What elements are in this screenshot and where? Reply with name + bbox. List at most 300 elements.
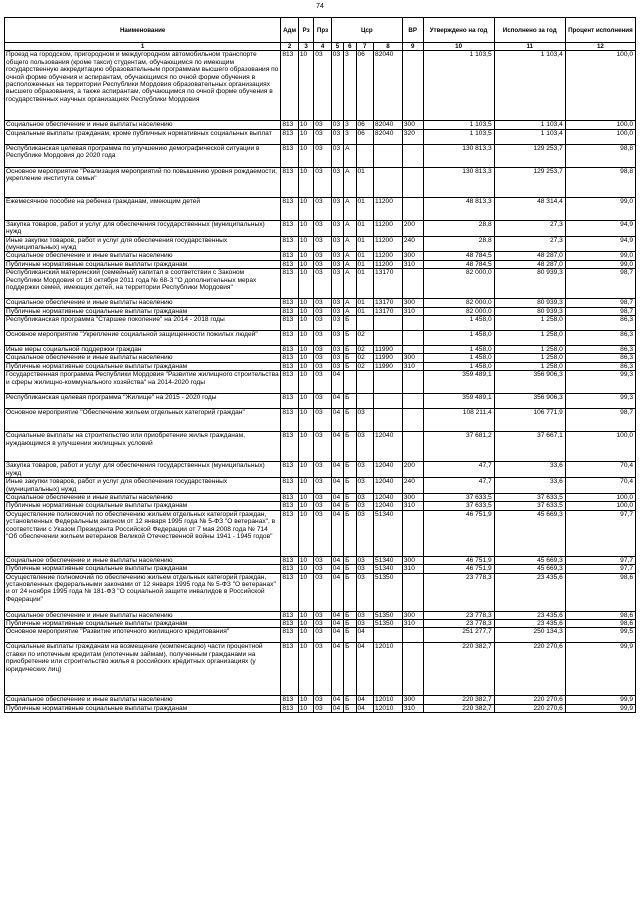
row-csr-program: 04 — [331, 409, 343, 432]
row-name: Социальное обеспечение и иные выплаты населению — [5, 299, 281, 307]
row-rz: 10 — [298, 144, 313, 167]
row-approved: 28,8 — [423, 220, 494, 236]
row-name: Осуществление полномочий по обеспечению жильем отдельных категорий граждан, установленных федеральными законами от 12 января 1995 года № 5-ФЗ "О ветеранах" и от 24 ноября 1995 года № 181-ФЗ "О социальной защите инвалидов в Российской Федерации" — [5, 573, 281, 611]
row-rz: 10 — [298, 643, 313, 696]
row-csr-program: 03 — [331, 354, 343, 362]
row-approved: 47,7 — [423, 478, 494, 494]
row-name: Закупка товаров, работ и услуг для обеспечения государственных (муниципальных) нужд — [5, 220, 281, 236]
row-vr — [402, 409, 423, 432]
row-prz: 03 — [314, 502, 332, 510]
col-number: 10 — [423, 43, 494, 51]
row-rz: 10 — [298, 197, 313, 220]
row-vr — [402, 316, 423, 331]
row-csr-direction: 11990 — [374, 346, 403, 354]
row-vr: 300 — [402, 493, 423, 501]
row-csr-program: 03 — [331, 346, 343, 354]
row-vr — [402, 197, 423, 220]
row-name: Социальное обеспечение и иные выплаты населению — [5, 354, 281, 362]
row-percent: 100,0 — [565, 432, 635, 462]
row-executed: 48 287,0 — [494, 260, 565, 268]
row-rz: 10 — [298, 573, 313, 611]
row-name: Социальные выплаты гражданам, кроме публичных нормативных социальных выплат — [5, 129, 281, 144]
row-name: Основное мероприятие "Обеспечение жильем отдельных категорий граждан" — [5, 409, 281, 432]
row-approved: 48 784,5 — [423, 260, 494, 268]
row-percent: 100,0 — [565, 129, 635, 144]
row-approved: 37 633,5 — [423, 502, 494, 510]
row-adm: 813 — [281, 611, 299, 619]
row-csr-event: 01 — [356, 220, 374, 236]
row-percent: 99,5 — [565, 628, 635, 643]
row-approved: 23 778,3 — [423, 611, 494, 619]
row-csr-direction — [374, 371, 403, 394]
row-approved: 48 784,5 — [423, 252, 494, 260]
row-name: Ежемесячное пособие на ребенка гражданам, имеющим детей — [5, 197, 281, 220]
row-vr: 320 — [402, 129, 423, 144]
row-vr: 310 — [402, 565, 423, 573]
row-adm: 813 — [281, 307, 299, 315]
budget-table — [4, 17, 636, 713]
row-executed: 220 270,6 — [494, 696, 565, 704]
row-csr-event: 03 — [356, 478, 374, 494]
row-approved: 28,8 — [423, 236, 494, 252]
row-executed: 37 667,1 — [494, 432, 565, 462]
row-adm: 813 — [281, 167, 299, 197]
col-number: 4 — [314, 43, 332, 51]
row-csr-program: 04 — [331, 371, 343, 394]
row-name: Социальное обеспечение и иные выплаты населению — [5, 696, 281, 704]
row-csr-subprogram: Б — [344, 696, 356, 704]
row-csr-event: 03 — [356, 409, 374, 432]
row-percent: 99,0 — [565, 252, 635, 260]
row-csr-subprogram — [344, 371, 356, 394]
row-vr: 200 — [402, 220, 423, 236]
row-vr: 310 — [402, 502, 423, 510]
table-row — [5, 696, 636, 704]
row-csr-program: 03 — [331, 129, 343, 144]
row-executed: 45 669,3 — [494, 556, 565, 564]
table-row — [5, 565, 636, 573]
header-rz: Рз — [298, 18, 313, 43]
row-csr-direction: 12010 — [374, 643, 403, 696]
row-name: Социальное обеспечение и иные выплаты населению — [5, 252, 281, 260]
row-csr-program: 03 — [331, 252, 343, 260]
row-name: Публичные нормативные социальные выплаты гражданам — [5, 565, 281, 573]
row-csr-subprogram: Б — [344, 354, 356, 362]
row-prz: 03 — [314, 510, 332, 556]
row-vr — [402, 167, 423, 197]
row-csr-event: 06 — [356, 129, 374, 144]
row-percent: 98,7 — [565, 307, 635, 315]
row-approved: 82 000,0 — [423, 307, 494, 315]
row-csr-direction: 11200 — [374, 197, 403, 220]
row-csr-program: 04 — [331, 628, 343, 643]
row-approved: 220 382,7 — [423, 704, 494, 712]
row-adm: 813 — [281, 510, 299, 556]
row-adm: 813 — [281, 236, 299, 252]
row-csr-event: 06 — [356, 121, 374, 129]
row-percent: 86,3 — [565, 316, 635, 331]
row-rz: 10 — [298, 236, 313, 252]
row-approved: 1 103,5 — [423, 129, 494, 144]
table-row — [5, 236, 636, 252]
table-body — [5, 51, 636, 713]
row-csr-event: 03 — [356, 493, 374, 501]
table-row — [5, 362, 636, 370]
row-adm: 813 — [281, 129, 299, 144]
row-vr — [402, 394, 423, 409]
row-csr-event: 01 — [356, 252, 374, 260]
row-vr — [402, 573, 423, 611]
row-csr-subprogram: А — [344, 197, 356, 220]
row-executed: 48 314,4 — [494, 197, 565, 220]
row-csr-event: 01 — [356, 307, 374, 315]
row-prz: 03 — [314, 252, 332, 260]
row-executed: 27,3 — [494, 220, 565, 236]
row-csr-program: 03 — [331, 362, 343, 370]
row-csr-direction — [374, 331, 403, 346]
row-executed: 23 435,6 — [494, 611, 565, 619]
row-rz: 10 — [298, 167, 313, 197]
row-csr-program: 03 — [331, 236, 343, 252]
row-csr-direction: 12040 — [374, 478, 403, 494]
header-name: Наименование — [5, 18, 281, 43]
row-csr-program: 03 — [331, 260, 343, 268]
row-prz: 03 — [314, 409, 332, 432]
row-csr-subprogram: 3 — [344, 51, 356, 121]
row-approved: 220 382,7 — [423, 643, 494, 696]
row-prz: 03 — [314, 628, 332, 643]
row-prz: 03 — [314, 643, 332, 696]
row-csr-program: 03 — [331, 197, 343, 220]
row-percent: 100,0 — [565, 121, 635, 129]
row-csr-direction: 11990 — [374, 354, 403, 362]
row-executed: 1 103,4 — [494, 121, 565, 129]
row-csr-program: 03 — [331, 269, 343, 299]
column-number-row — [5, 43, 636, 51]
row-adm: 813 — [281, 51, 299, 121]
row-csr-event: 01 — [356, 299, 374, 307]
row-vr: 300 — [402, 696, 423, 704]
row-approved: 251 277,7 — [423, 628, 494, 643]
row-name: Социальное обеспечение и иные выплаты населению — [5, 611, 281, 619]
row-percent: 98,8 — [565, 144, 635, 167]
row-name: Публичные нормативные социальные выплаты гражданам — [5, 704, 281, 712]
row-executed: 129 253,7 — [494, 167, 565, 197]
header-vr: ВР — [402, 18, 423, 43]
row-percent: 94,9 — [565, 236, 635, 252]
table-row — [5, 260, 636, 268]
header-adm: Адм — [281, 18, 299, 43]
row-name: Основное мероприятие "Развитие ипотечного жилищного кредитования" — [5, 628, 281, 643]
table-row — [5, 252, 636, 260]
row-percent: 98,6 — [565, 619, 635, 627]
row-csr-direction — [374, 144, 403, 167]
row-csr-event: 04 — [356, 696, 374, 704]
table-row — [5, 144, 636, 167]
row-rz: 10 — [298, 432, 313, 462]
row-csr-subprogram: Б — [344, 502, 356, 510]
row-prz: 03 — [314, 346, 332, 354]
row-adm: 813 — [281, 331, 299, 346]
row-percent: 97,7 — [565, 510, 635, 556]
row-csr-event: 02 — [356, 354, 374, 362]
row-percent: 86,3 — [565, 362, 635, 370]
row-vr: 300 — [402, 354, 423, 362]
table-row — [5, 121, 636, 129]
row-vr: 310 — [402, 704, 423, 712]
row-vr — [402, 432, 423, 462]
row-csr-direction: 11200 — [374, 252, 403, 260]
row-csr-event: 01 — [356, 236, 374, 252]
col-number: 5 — [331, 43, 343, 51]
row-approved: 359 489,1 — [423, 394, 494, 409]
row-name: Социальные выплаты гражданам на возмещение (компенсацию) части процентной ставки по ипотечным кредитам (ипотечным займам), полученным гражданами на приобретение или строительство жилья в российских кредитных организациях (у юридических лиц) — [5, 643, 281, 696]
row-rz: 10 — [298, 611, 313, 619]
row-adm: 813 — [281, 643, 299, 696]
row-prz: 03 — [314, 260, 332, 268]
row-csr-program: 04 — [331, 462, 343, 478]
table-row — [5, 409, 636, 432]
header-csr: Цср — [331, 18, 402, 43]
row-approved: 359 489,1 — [423, 371, 494, 394]
row-rz: 10 — [298, 478, 313, 494]
row-name: Республиканская программа "Старшее поколение" на 2014 - 2018 годы — [5, 316, 281, 331]
row-csr-subprogram: Б — [344, 478, 356, 494]
row-csr-direction: 12010 — [374, 704, 403, 712]
row-percent: 98,6 — [565, 573, 635, 611]
row-vr: 240 — [402, 478, 423, 494]
row-csr-subprogram: А — [344, 260, 356, 268]
row-prz: 03 — [314, 220, 332, 236]
row-prz: 03 — [314, 354, 332, 362]
table-row — [5, 462, 636, 478]
row-csr-program: 04 — [331, 478, 343, 494]
table-row — [5, 220, 636, 236]
table-row — [5, 619, 636, 627]
row-prz: 03 — [314, 573, 332, 611]
row-approved: 130 813,3 — [423, 144, 494, 167]
table-row — [5, 510, 636, 556]
row-vr: 200 — [402, 462, 423, 478]
row-vr — [402, 331, 423, 346]
row-approved: 82 000,0 — [423, 299, 494, 307]
row-csr-program: 04 — [331, 394, 343, 409]
row-adm: 813 — [281, 462, 299, 478]
row-percent: 98,7 — [565, 299, 635, 307]
row-vr: 300 — [402, 611, 423, 619]
row-adm: 813 — [281, 493, 299, 501]
row-percent: 99,3 — [565, 394, 635, 409]
row-percent: 98,7 — [565, 269, 635, 299]
row-adm: 813 — [281, 696, 299, 704]
row-csr-subprogram: Б — [344, 556, 356, 564]
table-row — [5, 346, 636, 354]
row-name: Публичные нормативные социальные выплаты гражданам — [5, 260, 281, 268]
row-csr-direction: 12040 — [374, 493, 403, 501]
row-approved: 48 813,3 — [423, 197, 494, 220]
row-name: Публичные нормативные социальные выплаты гражданам — [5, 619, 281, 627]
row-approved: 1 103,5 — [423, 51, 494, 121]
row-rz: 10 — [298, 269, 313, 299]
header-executed: Исполнено за год — [494, 18, 565, 43]
row-csr-program: 04 — [331, 704, 343, 712]
row-prz: 03 — [314, 236, 332, 252]
row-csr-subprogram: А — [344, 299, 356, 307]
row-csr-event: 03 — [356, 573, 374, 611]
col-number: 12 — [565, 43, 635, 51]
row-csr-direction — [374, 409, 403, 432]
row-csr-program: 04 — [331, 573, 343, 611]
row-percent: 70,4 — [565, 462, 635, 478]
row-adm: 813 — [281, 121, 299, 129]
row-rz: 10 — [298, 129, 313, 144]
row-csr-direction: 82040 — [374, 51, 403, 121]
page-number: 74 — [316, 3, 324, 10]
row-vr: 300 — [402, 252, 423, 260]
row-prz: 03 — [314, 307, 332, 315]
row-csr-subprogram: Б — [344, 611, 356, 619]
row-prz: 03 — [314, 129, 332, 144]
table-row — [5, 354, 636, 362]
row-approved: 108 211,4 — [423, 409, 494, 432]
row-executed: 33,6 — [494, 478, 565, 494]
row-csr-program: 04 — [331, 510, 343, 556]
table-row — [5, 432, 636, 462]
table-row — [5, 371, 636, 394]
row-csr-subprogram: Б — [344, 619, 356, 627]
row-csr-direction: 51350 — [374, 619, 403, 627]
row-percent: 99,0 — [565, 197, 635, 220]
row-csr-event: 01 — [356, 197, 374, 220]
row-prz: 03 — [314, 619, 332, 627]
row-vr: 300 — [402, 121, 423, 129]
row-csr-program: 03 — [331, 167, 343, 197]
table-row — [5, 628, 636, 643]
row-executed: 80 939,3 — [494, 307, 565, 315]
row-csr-direction: 12040 — [374, 502, 403, 510]
row-executed: 37 633,5 — [494, 493, 565, 501]
row-csr-event: 01 — [356, 167, 374, 197]
row-executed: 1 258,0 — [494, 346, 565, 354]
row-executed: 37 633,5 — [494, 502, 565, 510]
row-csr-subprogram: Б — [344, 362, 356, 370]
table-row — [5, 704, 636, 712]
row-name: Социальные выплаты на строительство или приобретение жилья гражданам, нуждающимся в улучшении жилищных условий — [5, 432, 281, 462]
row-vr: 300 — [402, 556, 423, 564]
row-vr — [402, 628, 423, 643]
row-percent: 98,8 — [565, 167, 635, 197]
row-prz: 03 — [314, 611, 332, 619]
row-adm: 813 — [281, 394, 299, 409]
row-executed: 1 258,0 — [494, 362, 565, 370]
table-row — [5, 197, 636, 220]
row-rz: 10 — [298, 252, 313, 260]
row-executed: 356 906,3 — [494, 394, 565, 409]
row-csr-subprogram: А — [344, 236, 356, 252]
row-csr-direction: 51340 — [374, 565, 403, 573]
col-number: 7 — [356, 43, 374, 51]
row-csr-subprogram: А — [344, 269, 356, 299]
row-percent: 99,9 — [565, 696, 635, 704]
row-name: Республиканская целевая программа "Жилище" на 2015 - 2020 годы — [5, 394, 281, 409]
table-row — [5, 493, 636, 501]
row-csr-event: 02 — [356, 346, 374, 354]
row-vr: 310 — [402, 260, 423, 268]
row-vr — [402, 51, 423, 121]
row-adm: 813 — [281, 628, 299, 643]
row-csr-direction: 13170 — [374, 299, 403, 307]
row-csr-direction: 11990 — [374, 362, 403, 370]
row-csr-subprogram: Б — [344, 394, 356, 409]
row-prz: 03 — [314, 299, 332, 307]
row-rz: 10 — [298, 220, 313, 236]
row-percent: 86,3 — [565, 331, 635, 346]
row-name: Основное мероприятие "Укрепление социальной защищенности пожилых людей" — [5, 331, 281, 346]
row-rz: 10 — [298, 704, 313, 712]
row-prz: 03 — [314, 493, 332, 501]
row-rz: 10 — [298, 628, 313, 643]
header-percent: Процент исполнения — [565, 18, 635, 43]
row-adm: 813 — [281, 316, 299, 331]
row-csr-event: 04 — [356, 704, 374, 712]
row-vr — [402, 510, 423, 556]
row-csr-direction: 12040 — [374, 432, 403, 462]
row-rz: 10 — [298, 493, 313, 501]
row-executed: 129 253,7 — [494, 144, 565, 167]
row-csr-program: 03 — [331, 51, 343, 121]
row-adm: 813 — [281, 556, 299, 564]
row-csr-program: 04 — [331, 643, 343, 696]
row-csr-program: 03 — [331, 299, 343, 307]
row-prz: 03 — [314, 462, 332, 478]
row-prz: 03 — [314, 121, 332, 129]
table-row — [5, 478, 636, 494]
row-rz: 10 — [298, 346, 313, 354]
row-csr-subprogram: 3 — [344, 121, 356, 129]
row-name: Социальное обеспечение и иные выплаты населению — [5, 121, 281, 129]
row-rz: 10 — [298, 409, 313, 432]
row-csr-direction — [374, 316, 403, 331]
table-row — [5, 611, 636, 619]
table-row — [5, 643, 636, 696]
row-executed: 23 435,6 — [494, 619, 565, 627]
row-approved: 46 751,9 — [423, 565, 494, 573]
row-csr-subprogram: Б — [344, 331, 356, 346]
col-number: 2 — [281, 43, 299, 51]
row-csr-direction: 82040 — [374, 129, 403, 144]
row-csr-subprogram: Б — [344, 565, 356, 573]
row-csr-subprogram: Б — [344, 704, 356, 712]
row-executed: 106 771,9 — [494, 409, 565, 432]
row-csr-subprogram: А — [344, 307, 356, 315]
row-name: Социальное обеспечение и иные выплаты населению — [5, 556, 281, 564]
row-csr-event — [356, 144, 374, 167]
row-approved: 46 751,9 — [423, 556, 494, 564]
col-number: 11 — [494, 43, 565, 51]
row-adm: 813 — [281, 260, 299, 268]
row-executed: 80 939,3 — [494, 269, 565, 299]
row-csr-subprogram: Б — [344, 409, 356, 432]
row-csr-subprogram: А — [344, 144, 356, 167]
row-csr-event — [356, 371, 374, 394]
header-row — [5, 18, 636, 43]
header-approved: Утверждено на год — [423, 18, 494, 43]
row-adm: 813 — [281, 565, 299, 573]
table-row — [5, 394, 636, 409]
row-csr-program: 04 — [331, 619, 343, 627]
row-prz: 03 — [314, 432, 332, 462]
table-row — [5, 129, 636, 144]
